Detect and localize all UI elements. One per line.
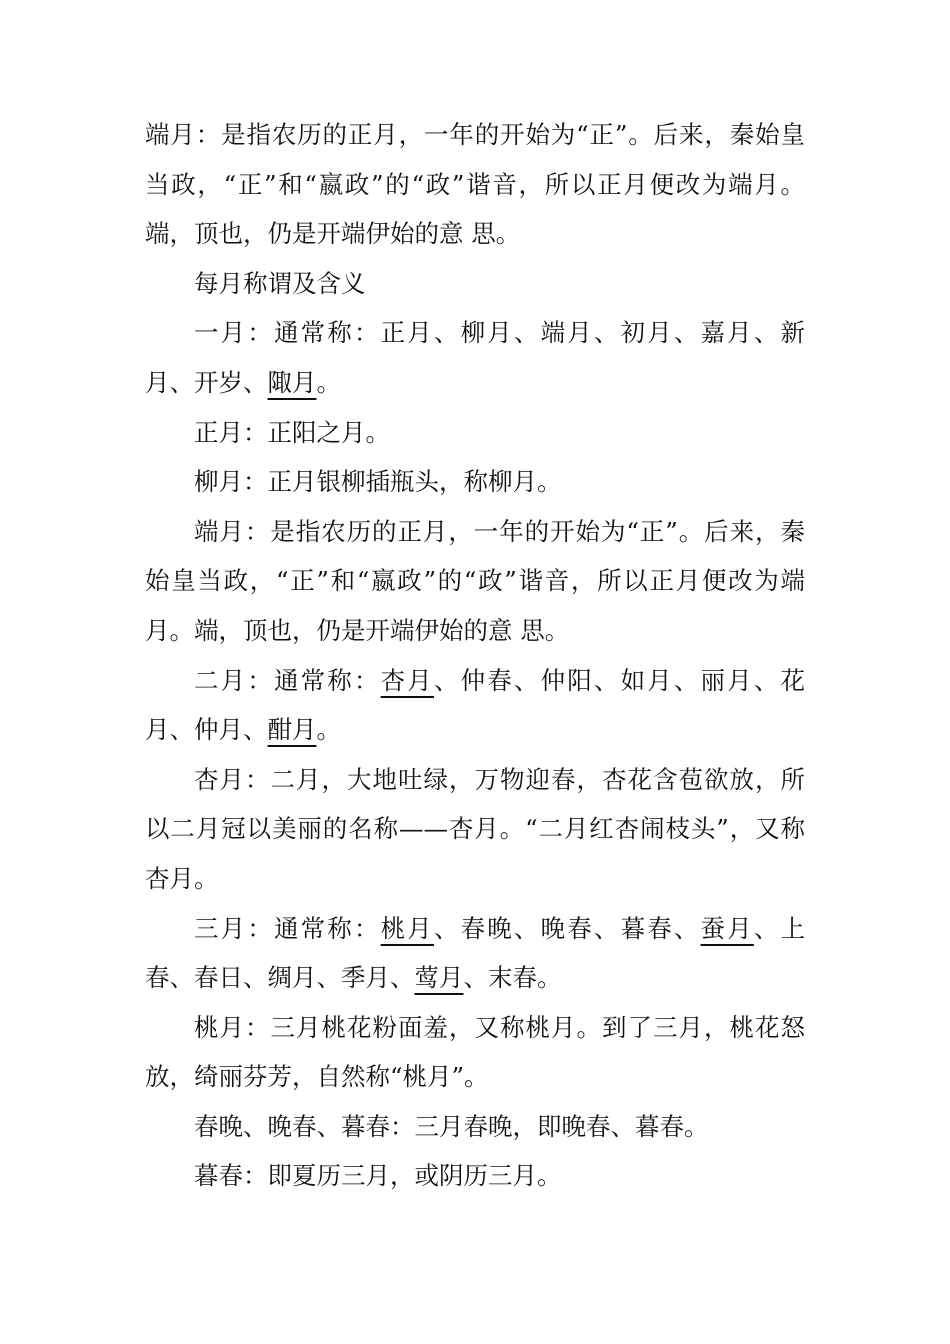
paragraph xyxy=(145,656,805,755)
paragraph xyxy=(145,259,805,309)
text-run: 、末春。 xyxy=(463,963,562,993)
text-run: 、上春、春日、绸月、季月、 xyxy=(145,913,806,993)
text-run: 杏月：二月，大地吐绿，万物迎春，杏花含苞欲放，所以二月冠以美丽的名称——杏月。“二月红杏闹枝头”，又称杏月。 xyxy=(145,764,805,893)
underlined-term: 杏月 xyxy=(380,665,434,695)
paragraph xyxy=(145,904,805,1003)
paragraph xyxy=(145,1003,805,1102)
paragraph xyxy=(145,1102,805,1152)
text-run: 端月：是指农历的正月，一年的开始为“正”。后来，秦始皇当政，“正”和“嬴政”的“政”谐音，所以正月便改为端月。端，顶也，仍是开端伊始的意 思。 xyxy=(145,516,805,645)
paragraph xyxy=(145,110,805,259)
text-run: 春晚、晚春、暮春：三月春晚，即晚春、暮春。 xyxy=(194,1111,709,1141)
paragraph xyxy=(145,457,805,507)
document-body xyxy=(145,110,805,1201)
text-run: 、仲春、仲阳、如月、丽月、花月、仲月、 xyxy=(145,665,806,745)
underlined-term: 莺月 xyxy=(414,963,464,993)
text-run: 每月称谓及含义 xyxy=(194,268,366,298)
text-run: 二月：通常称： xyxy=(194,665,381,695)
text-run: 、春晚、晚春、暮春、 xyxy=(433,913,701,943)
text-run: 桃月：三月桃花粉面羞，又称桃月。到了三月，桃花怒放，绮丽芬芳，自然称“桃月”。 xyxy=(145,1012,805,1092)
paragraph xyxy=(145,308,805,407)
text-run: 暮春：即夏历三月，或阴历三月。 xyxy=(194,1161,562,1191)
text-run: 端月：是指农历的正月，一年的开始为“正”。后来，秦始皇当政，“正”和“嬴政”的“政”谐音，所以正月便改为端月。端，顶也，仍是开端伊始的意 思。 xyxy=(145,120,805,249)
text-run: 。 xyxy=(316,367,341,397)
underlined-term: 酣月 xyxy=(267,715,317,745)
paragraph xyxy=(145,1151,805,1201)
text-run: 一月：通常称：正月、柳月、端月、初月、嘉月、新月、开岁、 xyxy=(145,318,805,397)
paragraph xyxy=(145,507,805,656)
paragraph xyxy=(145,408,805,458)
underlined-term: 桃月 xyxy=(380,913,434,943)
paragraph xyxy=(145,755,805,904)
text-run: 正月：正阳之月。 xyxy=(194,417,390,447)
underlined-term: 蚕月 xyxy=(700,913,754,943)
text-run: 柳月：正月银柳插瓶头，称柳月。 xyxy=(194,467,562,497)
underlined-term: 陬月 xyxy=(267,367,317,397)
text-run: 三月：通常称： xyxy=(194,913,381,943)
text-run: 。 xyxy=(316,715,341,745)
